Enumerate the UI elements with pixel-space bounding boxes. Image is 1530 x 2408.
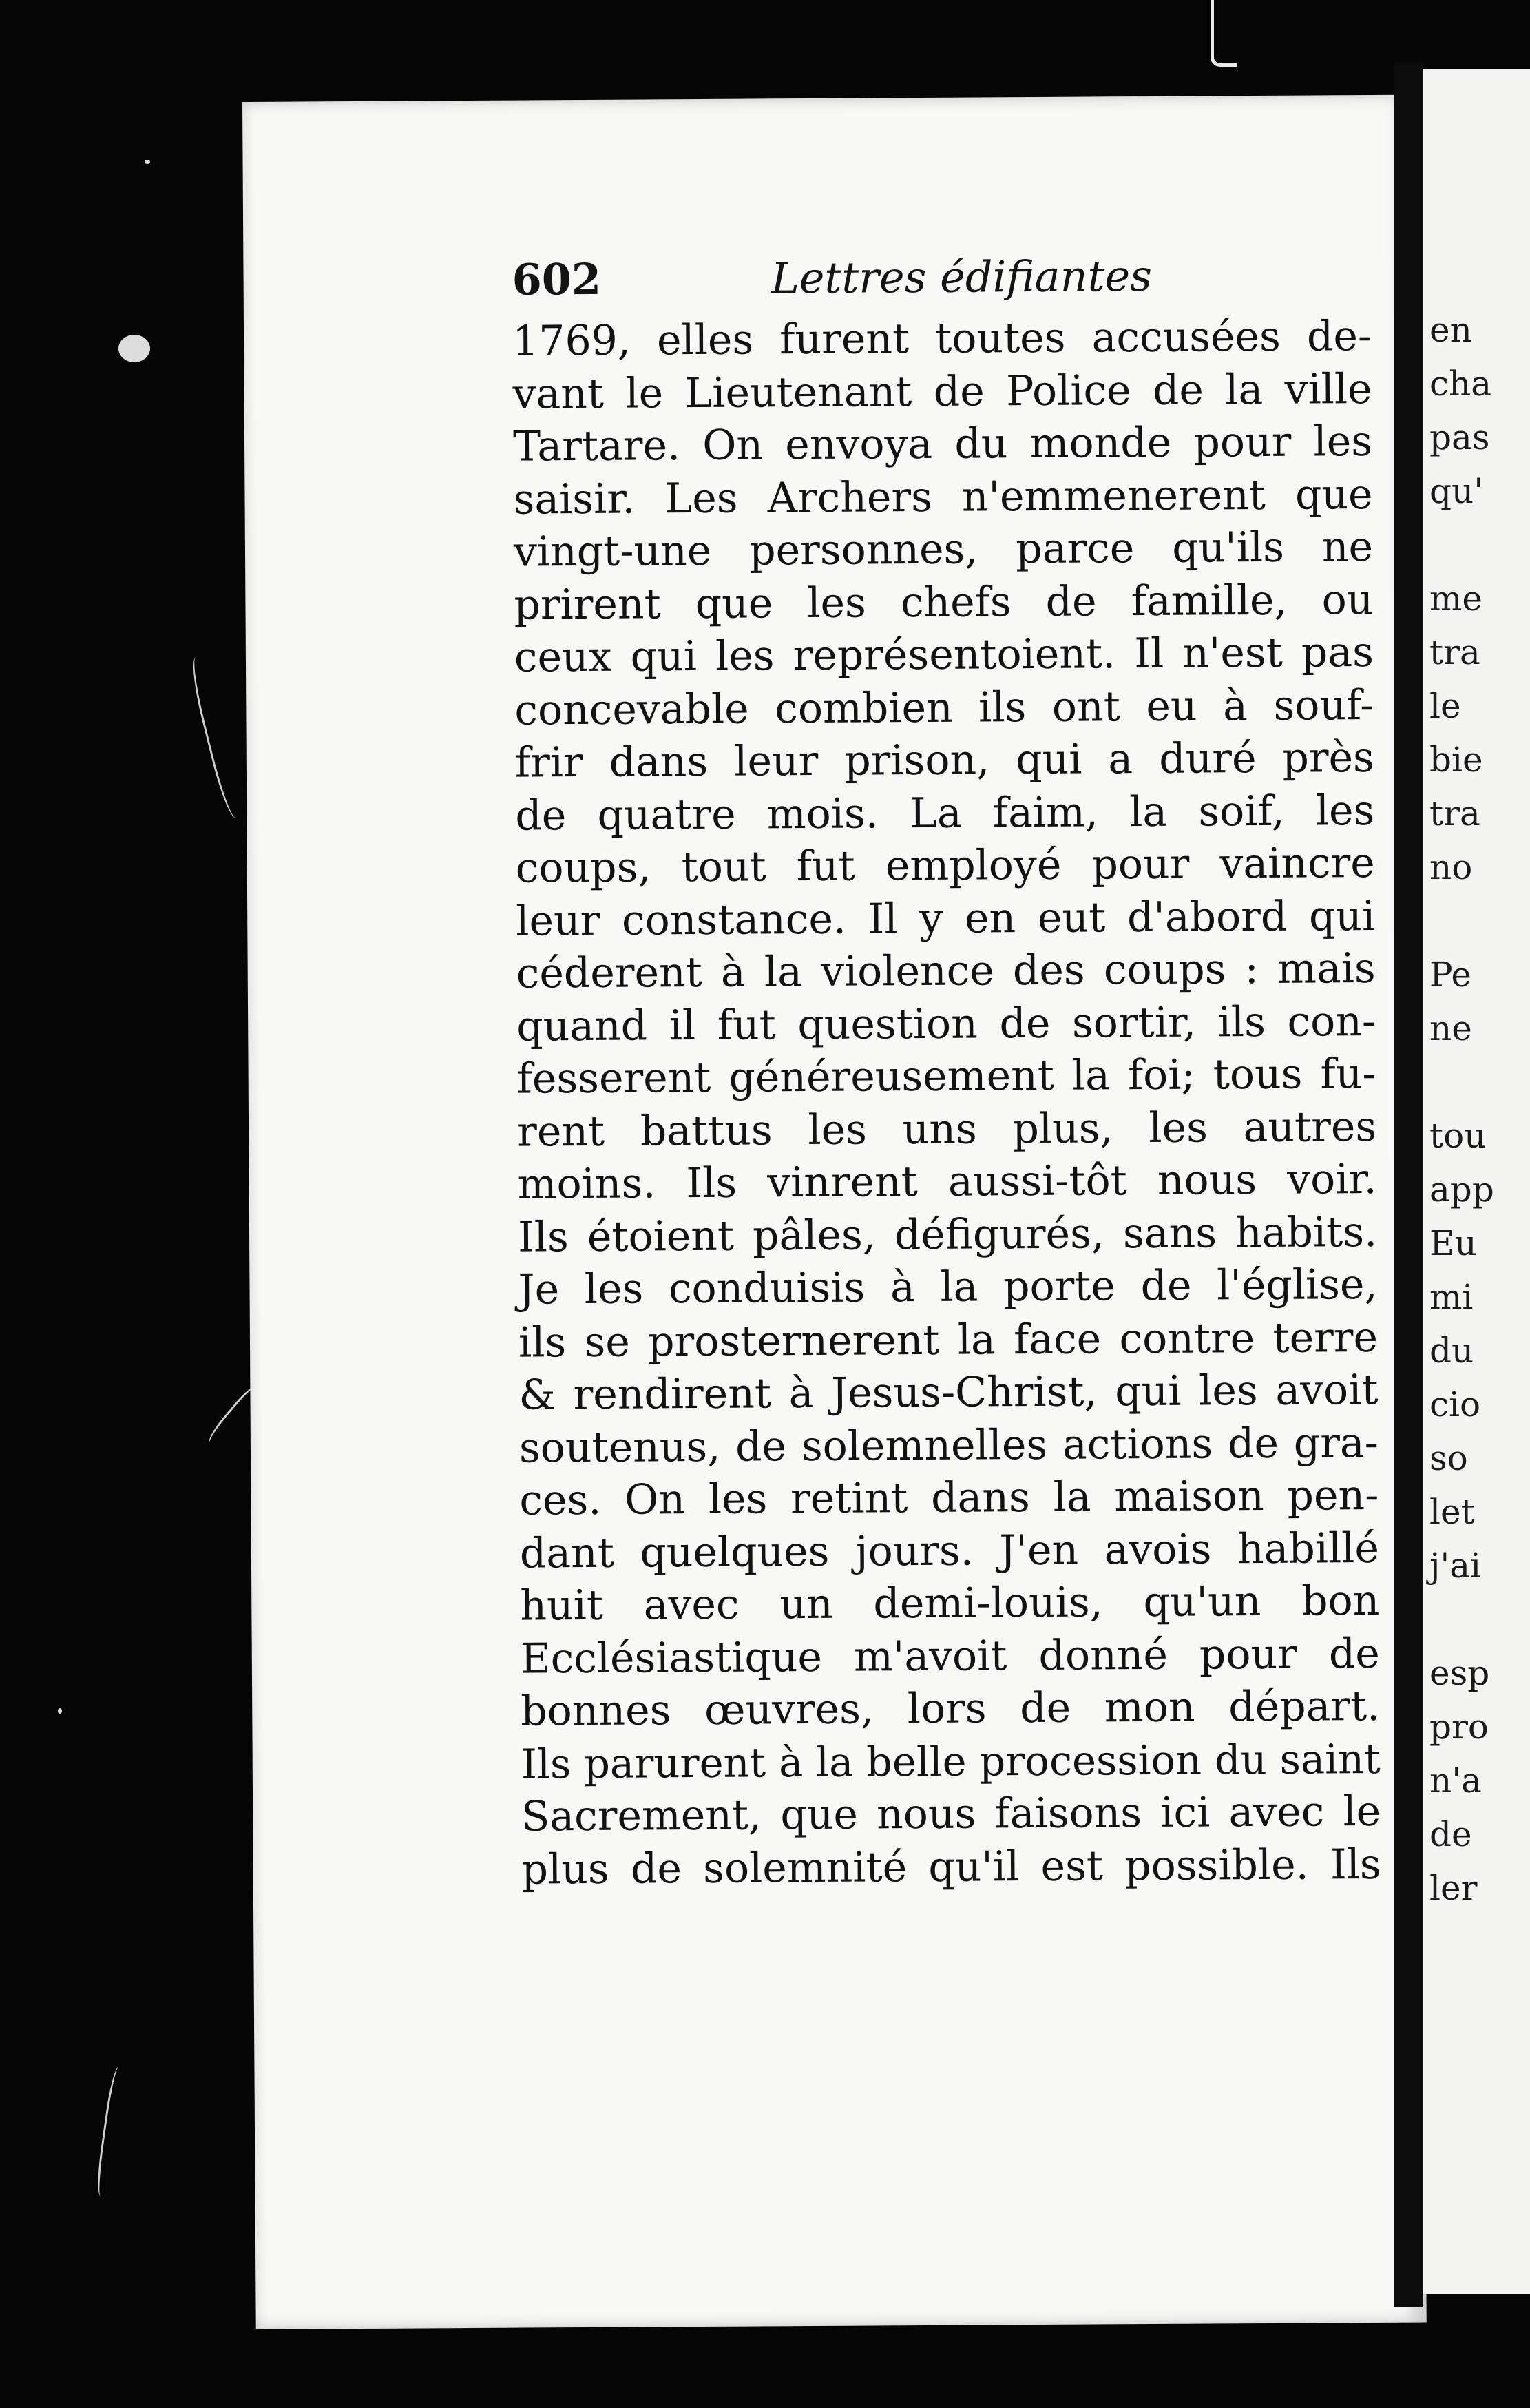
text-line: fesserent généreusement la foi; tous fu-	[516, 1049, 1376, 1103]
text-line: dant quelques jours. J'en avois habillé	[519, 1524, 1380, 1578]
right-page-line-fragment: so	[1429, 1438, 1468, 1478]
left-page	[242, 95, 1427, 2329]
text-line: huit avec un demi-louis, qu'un bon	[520, 1576, 1380, 1630]
right-page-line-fragment: j'ai	[1429, 1546, 1482, 1586]
text-line: Je les conduisis à la porte de l'église,	[518, 1260, 1378, 1314]
right-page-line-fragment	[1429, 1055, 1494, 1109]
text-line: quand il fut question de sortir, ils con-	[516, 997, 1376, 1051]
right-page-line-fragment: cha	[1429, 364, 1492, 404]
fiber-mark	[187, 654, 249, 820]
running-head: Lettres édifiantes	[771, 250, 1153, 304]
text-line: de quatre mois. La faim, la soif, les	[515, 786, 1375, 840]
text-line: moins. Ils vinrent aussi-tôt nous voir.	[517, 1154, 1377, 1209]
right-page-line-fragment: tou	[1429, 1116, 1487, 1156]
right-page-line-fragment: ne	[1429, 1008, 1472, 1048]
text-line: céderent à la violence des coups : mais	[516, 944, 1376, 998]
right-page-line-fragment: ler	[1429, 1868, 1478, 1908]
text-line: vant le Lieutenant de Police de la ville	[512, 364, 1372, 419]
text-line: soutenus, de solemnelles actions de gra-	[518, 1418, 1379, 1473]
text-line: coups, tout fut employé pour vaincre	[515, 838, 1375, 893]
text-line: prirent que les chefs de famille, ou	[514, 575, 1374, 630]
text-line: Tartare. On envoya du monde pour les	[512, 417, 1373, 471]
text-line: 1769, elles furent toutes accusées de-	[512, 311, 1372, 366]
page-number: 602	[512, 253, 602, 305]
right-page-line-fragment	[1429, 518, 1494, 572]
right-page-line-fragment: n'a	[1429, 1761, 1482, 1800]
right-page-line-fragment: tra	[1429, 632, 1480, 672]
right-page-line-fragment	[1429, 1592, 1494, 1646]
text-line: Ils parurent à la belle procession du saint	[521, 1734, 1381, 1788]
text-line: rent battus les uns plus, les autres	[516, 1102, 1377, 1156]
bookmark-thread	[1211, 0, 1237, 67]
right-page-line-fragment: Pe	[1429, 955, 1471, 995]
text-line: ces. On les retint dans la maison pen-	[519, 1471, 1379, 1525]
dust-speck	[145, 160, 150, 164]
right-page-text	[1423, 303, 1494, 1915]
right-page-line-fragment: let	[1429, 1492, 1475, 1532]
text-line: frir dans leur prison, qui a duré près	[514, 733, 1375, 787]
right-page-line-fragment: esp	[1429, 1653, 1490, 1693]
right-page-line-fragment: le	[1429, 686, 1461, 726]
text-line: Ils étoient pâles, défigurés, sans habits.	[517, 1207, 1378, 1262]
text-line: Sacrement, que nous faisons ici avec le	[521, 1787, 1381, 1841]
text-line: plus de solemnité qu'il est possible. Ils	[521, 1840, 1381, 1894]
right-page-line-fragment: tra	[1429, 793, 1480, 833]
right-page-line-fragment	[1429, 894, 1494, 948]
right-page-line-fragment: bie	[1429, 740, 1483, 780]
dust-speck	[58, 1708, 62, 1714]
dust-speck	[118, 335, 150, 362]
text-line: ceux qui les représentoient. Il n'est pas	[514, 627, 1374, 682]
right-page-line-fragment: me	[1429, 579, 1483, 619]
fiber-mark	[94, 2066, 128, 2197]
right-page-line-fragment: no	[1429, 847, 1473, 887]
text-line: Ecclésiastique m'avoit donné pour de	[520, 1629, 1381, 1683]
right-page-line-fragment: pro	[1429, 1707, 1489, 1747]
right-page-line-fragment: en	[1429, 310, 1472, 350]
text-line: ils se prosternerent la face contre terre	[518, 1313, 1379, 1367]
right-page-line-fragment: du	[1429, 1331, 1474, 1371]
right-page-line-fragment: cio	[1429, 1384, 1481, 1424]
right-page-line-fragment: Eu	[1429, 1223, 1477, 1263]
text-line: & rendirent à Jesus-Christ, qui les avoit	[518, 1365, 1379, 1420]
right-page-line-fragment: mi	[1429, 1277, 1474, 1317]
right-page-line-fragment: de	[1429, 1814, 1472, 1854]
right-page-line-fragment: qu'	[1429, 471, 1483, 511]
text-line: vingt-une personnes, parce qu'ils ne	[513, 522, 1374, 577]
right-page-line-fragment: app	[1429, 1170, 1494, 1210]
body-text	[512, 310, 1381, 1896]
text-line: bonnes œuvres, lors de mon départ.	[521, 1681, 1381, 1736]
right-page-line-fragment: pas	[1429, 417, 1490, 457]
text-line: saisir. Les Archers n'emmenerent que	[513, 470, 1373, 524]
right-page	[1423, 69, 1530, 2294]
book-gutter	[1394, 62, 1423, 2307]
text-line: leur constance. Il y en eut d'abord qui	[516, 891, 1376, 946]
text-line: concevable combien ils ont eu à souf-	[514, 681, 1374, 735]
